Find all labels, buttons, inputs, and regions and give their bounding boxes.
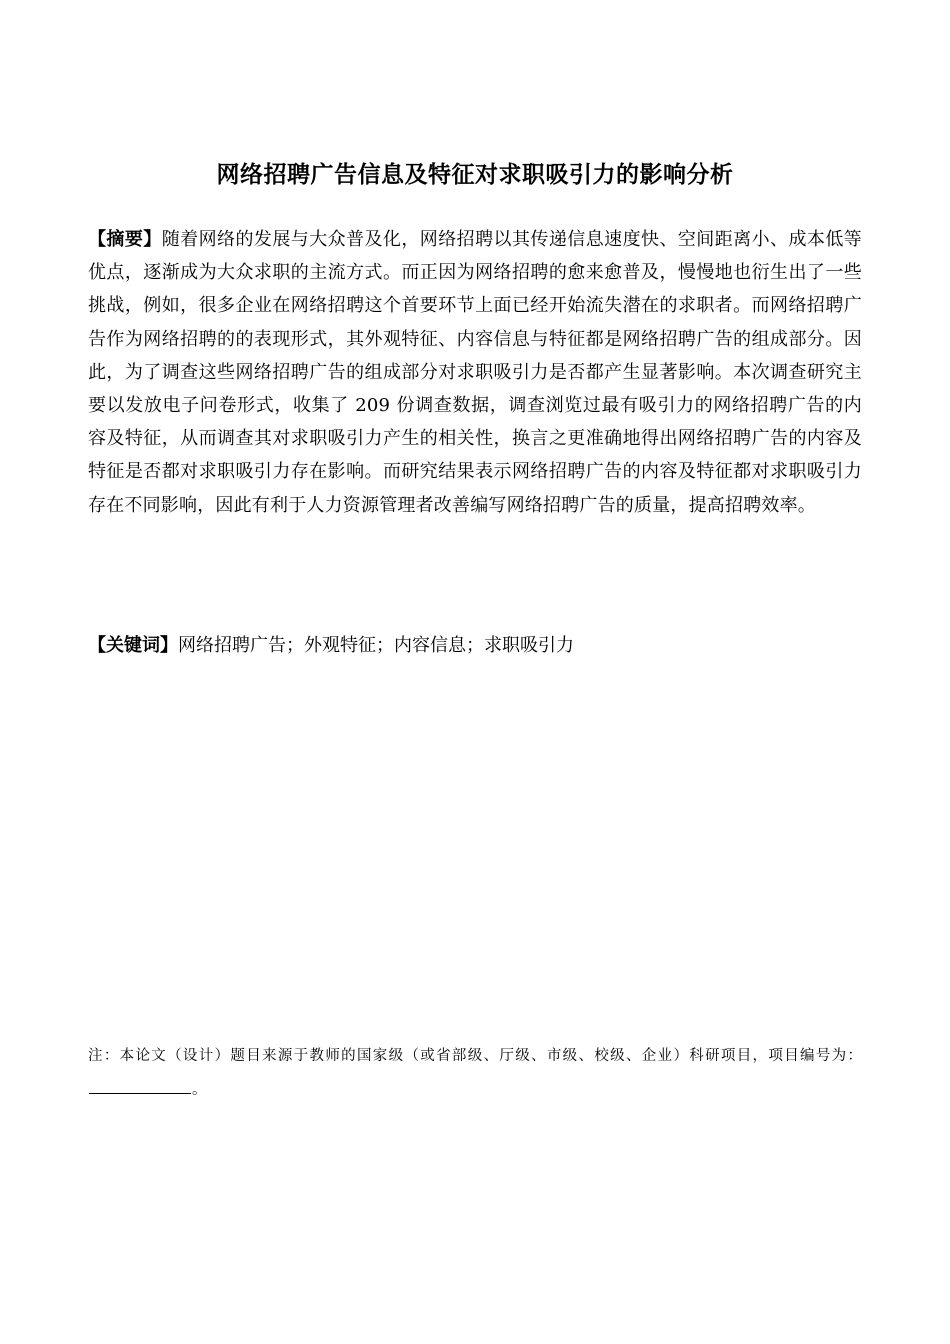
keywords-label: 【关键词】: [88, 635, 178, 656]
paper-title: 网络招聘广告信息及特征对求职吸引力的影响分析: [216, 162, 734, 188]
footnote: [88, 1039, 862, 1107]
footnote-end: 。: [192, 1082, 207, 1098]
abstract-label: 【摘要】: [88, 229, 162, 250]
project-number-blank: [89, 1077, 191, 1094]
abstract-text: 随着网络的发展与大众普及化，网络招聘以其传递信息速度快、空间距离小、成本低等优点，逐渐成为大众求职的主流方式。而正因为网络招聘的愈来愈普及，慢慢地也衍生出了一些挑战，例如，很多企业在网络招聘这个首要环节上面已经开始流失潜在的求职者。而网络招聘广告作为网络招聘的的表现形式，其外观特征、内容信息与特征都是网络招聘广告的组成部分。因此，为了调查这些网络招聘广告的组成部分对求职吸引力是否都产生显著影响。本次调查研究主要以发放电子问卷形式，收集了 209 份调查数据，调查浏览过最有吸引力的网络招聘广告的内容及特征，从而调查其对求职吸引力产生的相关性，换言之更准确地得出网络招聘广告的内容及特征是否都对求职吸引力存在影响。而研究结果表示网络招聘广告的内容及特征都对求职吸引力存在不同影响，因此有利于人力资源管理者改善编写网络招聘广告的质量，提高招聘效率。: [88, 229, 862, 516]
keywords-text: 网络招聘广告；外观特征；内容信息；求职吸引力: [178, 635, 574, 656]
keywords-line: [88, 630, 862, 662]
abstract-paragraph: [88, 223, 862, 522]
footnote-text: 注：本论文（设计）题目来源于教师的国家级（或省部级、厅级、市级、校级、企业）科研项目，项目编号为：: [88, 1048, 862, 1064]
